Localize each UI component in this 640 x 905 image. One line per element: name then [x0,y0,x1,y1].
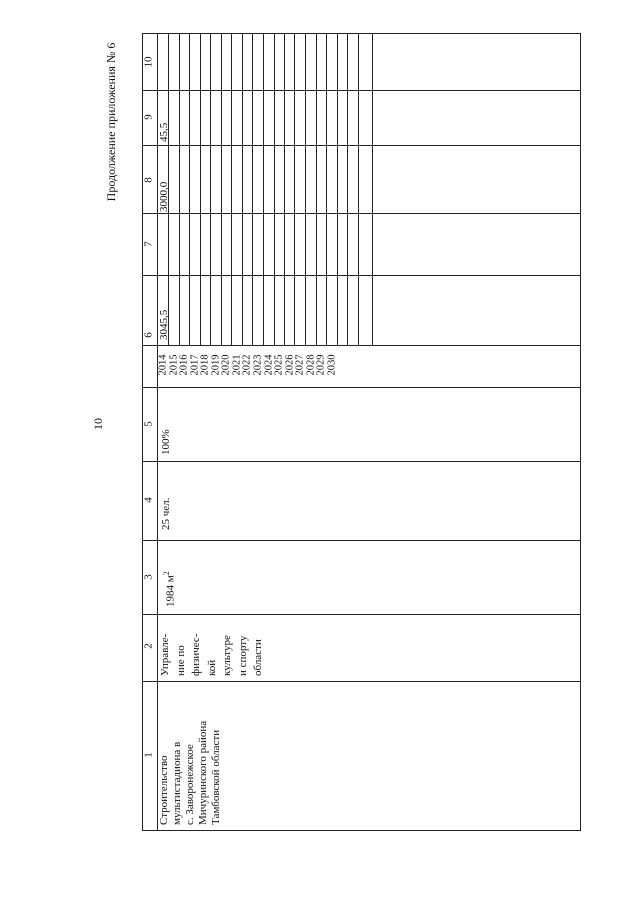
year-label: 2024 [263,354,274,376]
col9-2014-value: 45,5 [158,122,170,142]
table-rule [337,33,338,345]
executor-line: области [252,639,264,676]
header-col-5: 5 [142,421,155,427]
col8-2014-value: 3000,0 [158,181,170,212]
executor-line: кой [205,659,218,676]
readiness-cell [160,429,173,455]
table-rule [142,33,143,830]
table-rule [142,540,580,541]
executor-line: культуре [221,635,233,676]
table-rule [305,33,306,345]
year-label: 2022 [241,354,253,376]
table-rule [580,33,581,830]
table-rule [326,33,327,345]
year-label: 2030 [326,354,338,376]
table-rule [316,33,317,345]
executor-line: и спорту [236,635,249,676]
header-col-3: 3 [142,574,155,580]
area-value: 1984 м [164,575,177,607]
executor-line: ние по [174,645,187,676]
table-rule [142,461,580,462]
table-rule [142,681,580,682]
object-name-line: Строительство [158,755,170,825]
table-rule [274,33,275,345]
table-rule [142,145,580,146]
area-cell [160,571,178,607]
header-col-6: 6 [142,332,155,338]
year-label: 2015 [168,354,180,376]
readiness-value: 100% [160,429,172,455]
table-rule [142,345,580,346]
table-rule [179,33,180,345]
year-label: 2017 [189,354,201,376]
year-label: 2014 [157,354,169,376]
table-rule [142,33,581,34]
executor-cell [158,634,267,676]
table-rule [142,90,580,91]
col8-2014-cell [158,182,171,212]
year-label: 2025 [273,354,285,376]
table-rule [372,33,373,345]
header-col-7: 7 [142,241,155,247]
table-rule [252,33,253,345]
year-label: 2019 [210,354,222,376]
col9-2014-cell [158,123,171,142]
header-col-8: 8 [142,177,155,183]
year-label: 2028 [305,354,317,376]
table-rule [231,33,232,345]
object-name-line: Мичуринского района [197,720,209,825]
area-unit-sup: 2 [162,571,171,576]
table-rule [347,33,348,345]
table-rule [200,33,201,345]
object-name-line: мультистадиона в [171,741,183,825]
year-label: 2027 [294,354,306,376]
header-col-4: 4 [142,497,155,503]
object-name-line: с. Заворонежское [184,744,196,825]
header-col-10: 10 [142,56,155,68]
page-number: 10 [91,418,105,430]
executor-line: физичес- [190,633,202,676]
header-col-9: 9 [142,114,155,120]
table-rule [242,33,243,345]
table-rule [142,275,580,276]
executor-line: Управле- [159,633,171,676]
year-label: 2020 [220,354,232,376]
table-rule [142,387,580,388]
appendix-title: Продолжение приложения № 6 [104,42,118,202]
capacity-cell [160,498,173,530]
table-rule [294,33,295,345]
year-label: 2016 [178,354,190,376]
table-rule [189,33,190,345]
header-col-1: 1 [142,752,155,758]
object-name-line: Тамбовской области [210,729,222,825]
table-rule [142,614,580,615]
total-2014-cell [158,310,171,340]
year-label: 2021 [231,354,243,376]
year-label: 2018 [199,354,211,376]
year-label: 2023 [252,354,264,376]
header-col-2: 2 [142,643,155,649]
table-rule [210,33,211,345]
table-rule [142,830,581,831]
object-name-cell [158,721,223,825]
total-2014-value: 3045,5 [158,309,170,340]
table-rule [263,33,264,345]
table-rule [142,213,580,214]
table-rule [284,33,285,345]
table-rule [221,33,222,345]
year-label: 2029 [315,354,327,376]
year-label: 2026 [284,354,296,376]
capacity-value: 25 чел. [160,497,172,530]
table-rule [358,33,359,345]
